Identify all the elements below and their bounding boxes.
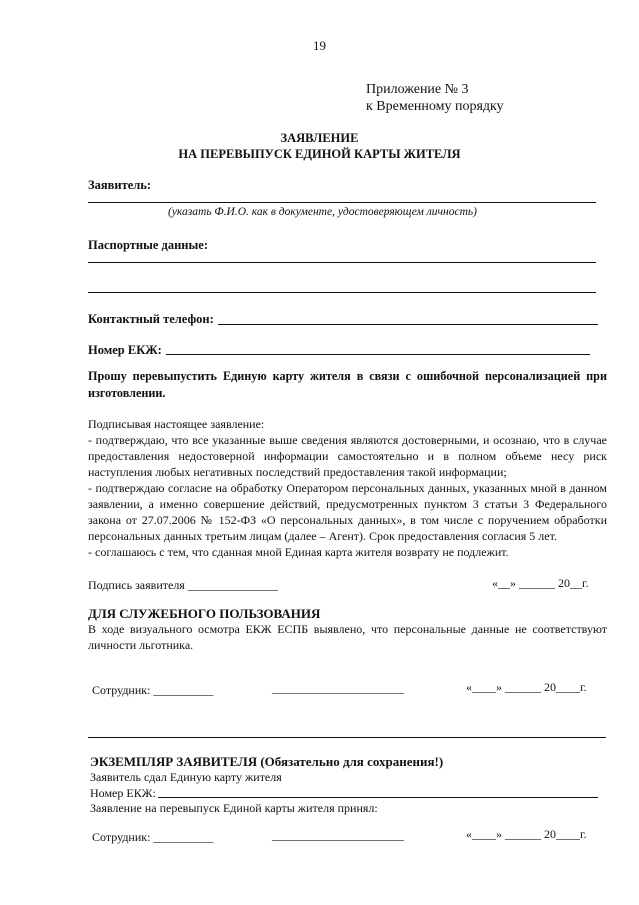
consent-item-1: - подтверждаю, что все указанные выше сведения являются достоверными, и осознаю, что в случае предоставления недостоверной информации самостоятельно и в полном объеме несу риск наступления любых негативных последствий предоставления такой информации; [88, 433, 607, 479]
card-returned-text: Заявитель сдал Единую карту жителя [90, 770, 282, 784]
appendix-reference: к Временному порядку [366, 99, 504, 114]
official-use-heading: ДЛЯ СЛУЖЕБНОГО ПОЛЬЗОВАНИЯ [88, 606, 321, 621]
passport-label: Паспортные данные: [88, 238, 208, 252]
page-number: 19 [313, 38, 326, 53]
applicant-copy-heading: ЭКЗЕМПЛЯР ЗАЯВИТЕЛЯ (Обязательно для сохранения!) [90, 754, 444, 769]
appendix-number: Приложение № 3 [366, 82, 469, 97]
applicant-signature-field[interactable]: Подпись заявителя _______________ [88, 578, 278, 592]
applicant-label: Заявитель: [88, 178, 152, 192]
consent-item-2: - подтверждаю согласие на обработку Оператором персональных данных, указанных мной в данном заявлении, а именно совершение действий, предусмотренных пунктом 3 статьи 3 Федерального закона от 27.07.2006 № 152-ФЗ «О персональных данных», в том числе с поручением обработки персональных данных третьим лицам (далее – Агент). Срок предоставления согласия 5 лет. [88, 481, 607, 543]
official-employee-field[interactable]: Сотрудник: __________ [92, 683, 214, 697]
applicant-date-field[interactable]: «__» ______ 20__г. [492, 576, 589, 590]
copy-card-number-line[interactable] [158, 797, 598, 798]
applicant-hint: (указать Ф.И.О. как в документе, удостоверяющем личность) [168, 206, 477, 218]
phone-line[interactable] [218, 324, 598, 325]
document-subtitle: НА ПЕРЕВЫПУСК ЕДИНОЙ КАРТЫ ЖИТЕЛЯ [178, 147, 461, 161]
card-number-label: Номер ЕКЖ: [88, 343, 162, 357]
official-date-field[interactable]: «____» ______ 20____г. [466, 680, 587, 694]
passport-line-2[interactable] [88, 292, 596, 293]
passport-line-1[interactable] [88, 262, 596, 263]
copy-date-field[interactable]: «____» ______ 20____г. [466, 827, 587, 841]
signing-intro: Подписывая настоящее заявление: [88, 417, 265, 431]
copy-employee-field[interactable]: Сотрудник: __________ [92, 830, 214, 844]
copy-card-number-label: Номер ЕКЖ: [90, 786, 156, 800]
applicant-line[interactable] [88, 202, 596, 203]
consent-item-3: - соглашаюсь с тем, что сданная мной Единая карта жителя возврату не подлежит. [88, 545, 509, 559]
copy-signature-field[interactable]: ______________________ [272, 828, 404, 842]
card-number-line[interactable] [166, 354, 590, 355]
section-separator [88, 737, 606, 738]
document-title: ЗАЯВЛЕНИЕ [280, 131, 359, 145]
official-use-text: В ходе визуального осмотра ЕКЖ ЕСПБ выявлено, что персональные данные не соответствуют личности льготника. [88, 622, 607, 652]
request-text: Прошу перевыпустить Единую карту жителя в связи с ошибочной персонализацией при изготовлении. [88, 369, 607, 400]
accepted-by-text: Заявление на перевыпуск Единой карты жителя принял: [90, 801, 378, 815]
official-signature-field[interactable]: ______________________ [272, 681, 404, 695]
phone-label: Контактный телефон: [88, 312, 214, 326]
